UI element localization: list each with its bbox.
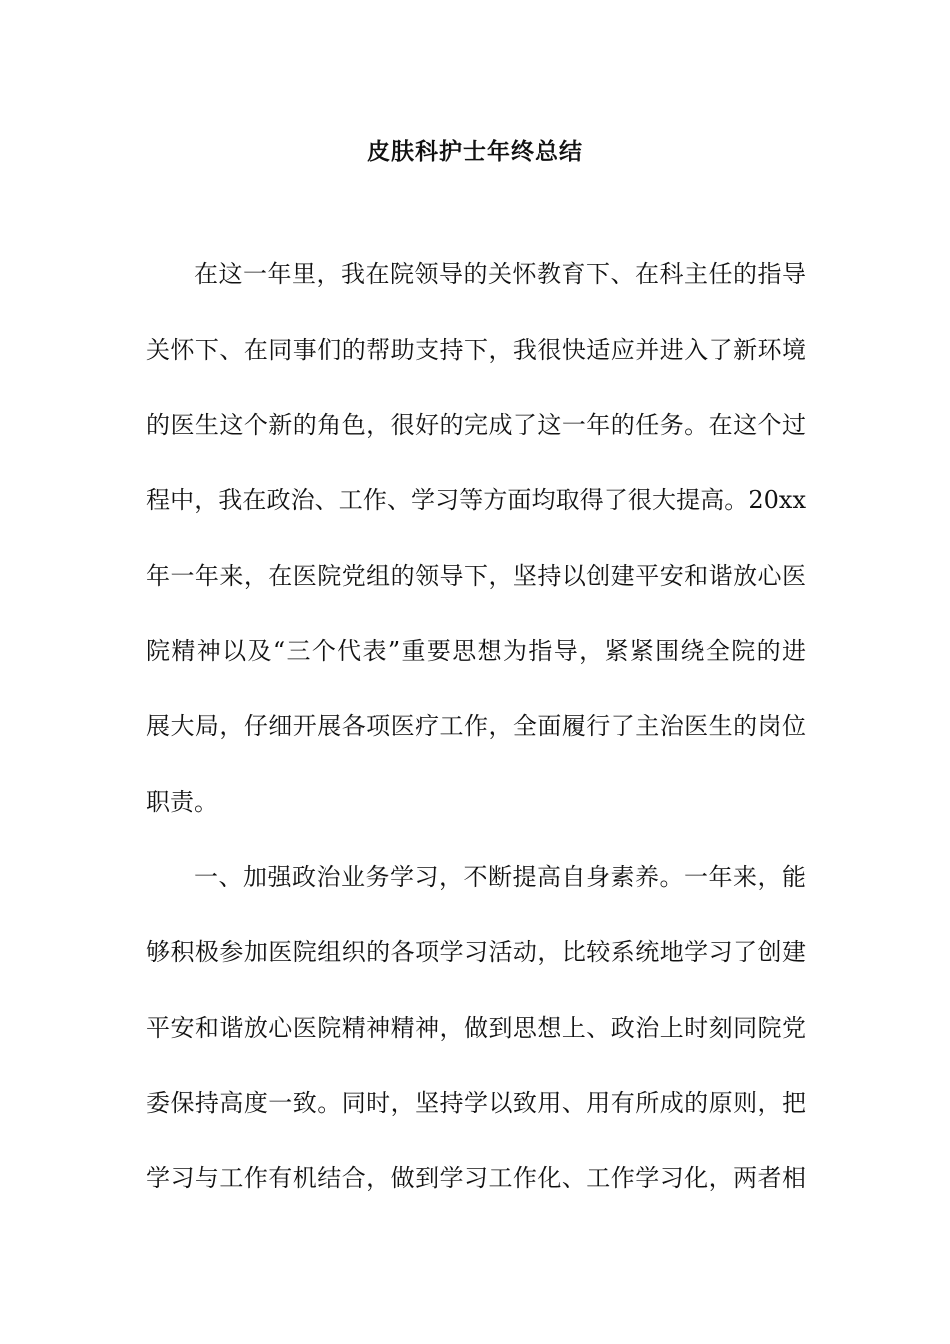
document-title: 皮肤科护士年终总结 xyxy=(367,139,583,165)
paragraph-1-line-5: 年一年来，在医院党组的领导下，坚持以创建平安和谐放心医 xyxy=(146,562,806,590)
paragraph-1-line-6: 院精神以及“三个代表”重要思想为指导，紧紧围绕全院的进 xyxy=(146,637,806,665)
paragraph-2-line-3: 平安和谐放心医院精神精神，做到思想上、政治上时刻同院党 xyxy=(146,1014,806,1042)
paragraph-1-line-1: 在这一年里，我在院领导的关怀教育下、在科主任的指导 xyxy=(194,260,806,288)
paragraph-2-line-5: 学习与工作有机结合，做到学习工作化、工作学习化，两者相 xyxy=(146,1164,806,1192)
paragraph-2-line-2: 够积极参加医院组织的各项学习活动，比较系统地学习了创建 xyxy=(146,938,806,966)
paragraph-1-line-3: 的医生这个新的角色，很好的完成了这一年的任务。在这个过 xyxy=(146,411,806,439)
paragraph-1-line-7: 展大局，仔细开展各项医疗工作，全面履行了主治医生的岗位 xyxy=(146,712,806,740)
paragraph-1-line-4: 程中，我在政治、工作、学习等方面均取得了很大提高。20xx xyxy=(146,486,806,514)
paragraph-2-line-4: 委保持高度一致。同时，坚持学以致用、用有所成的原则，把 xyxy=(146,1089,806,1117)
paragraph-1-line-8: 职责。 xyxy=(146,788,218,816)
paragraph-1-line-2: 关怀下、在同事们的帮助支持下，我很快适应并进入了新环境 xyxy=(146,336,806,364)
paragraph-2-line-1: 一、加强政治业务学习，不断提高自身素养。一年来，能 xyxy=(194,863,806,891)
